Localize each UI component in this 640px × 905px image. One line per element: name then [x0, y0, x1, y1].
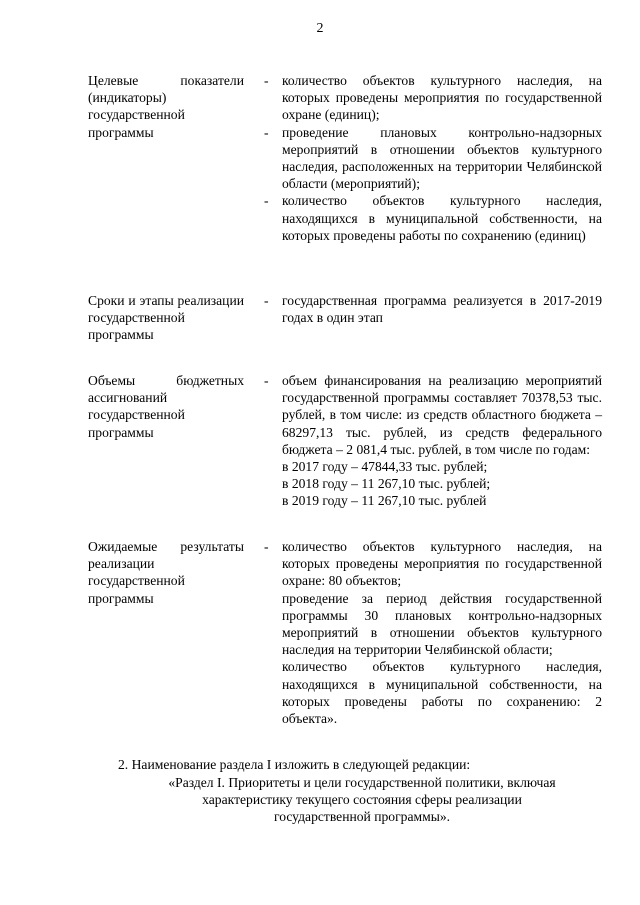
list-item-text: государственная программа реализуется в 2017-2019 годах в один этап — [282, 293, 602, 326]
row-label: Объемы бюджетных ассигнований государственной программы — [88, 373, 244, 440]
list-item — [264, 192, 602, 244]
result-line: проведение за период действия государственной программы 30 плановых контрольно-надзорных мероприятий в отношении объектов культурного наследия на территории Челябинской области; — [282, 590, 602, 658]
quote-line: «Раздел I. Приоритеты и цели государственной политики, включая — [168, 775, 556, 790]
list-bullet: - — [264, 73, 269, 88]
list-item-text: объем финансирования на реализацию мероприятий государственной программы составляет 70378,53 тыс. рублей, в том числе: из средств областного бюджета – 68297,13 тыс. рублей, из средств федерального бюджета – 2 081,4 тыс. рублей, в том числе по годам: — [282, 373, 602, 457]
list-item — [264, 292, 602, 326]
row-label: Ожидаемые результаты реализации государственной программы — [88, 539, 244, 606]
row-content — [264, 292, 602, 326]
result-line: количество объектов культурного наследия, находящихся в муниципальной собственности, на которых проведены работы по сохранению: 2 объекта». — [282, 659, 602, 727]
list-item — [264, 72, 602, 124]
row-label: Сроки и этапы реализации государственной программы — [88, 293, 244, 343]
quote-line: государственной программы». — [273, 809, 451, 825]
row-content — [264, 372, 602, 510]
budget-year-line: в 2019 году – 11 267,10 тыс. рублей — [282, 493, 487, 509]
amendment-paragraph: 2. Наименование раздела I изложить в следующей редакции: — [118, 757, 471, 772]
page-number: 2 — [316, 21, 324, 36]
list-bullet: - — [264, 193, 269, 209]
list-item-text: проведение плановых контрольно-надзорных мероприятий в отношении объектов культурного наследия, расположенных на территории Челябинской области (мероприятий); — [282, 124, 602, 192]
quote-line: характеристику текущего состояния сферы реализации — [202, 792, 522, 808]
list-bullet: - — [264, 373, 269, 388]
list-item — [264, 124, 602, 193]
list-item-text: количество объектов культурного наследия, находящихся в муниципальной собственности, на которых проведены работы по сохранению (единиц) — [282, 193, 602, 243]
list-item-text: количество объектов культурного наследия, на которых проведены мероприятия по государственной охране (единиц); — [282, 73, 602, 123]
budget-year-line: в 2018 году – 11 267,10 тыс. рублей; — [282, 476, 491, 492]
list-item — [264, 538, 602, 590]
budget-year-line: в 2017 году – 47844,33 тыс. рублей; — [282, 459, 488, 475]
row-label: Целевые показатели (индикаторы) государственной программы — [88, 73, 244, 140]
list-item — [264, 372, 602, 458]
row-content — [264, 538, 602, 727]
row-content — [264, 72, 602, 244]
list-bullet: - — [264, 293, 269, 308]
section-title-quote — [130, 774, 594, 826]
list-item-text: количество объектов культурного наследия, на которых проведены мероприятия по государственной охране: 80 объектов; — [282, 539, 602, 589]
list-bullet: - — [264, 539, 269, 554]
list-bullet: - — [264, 124, 269, 140]
